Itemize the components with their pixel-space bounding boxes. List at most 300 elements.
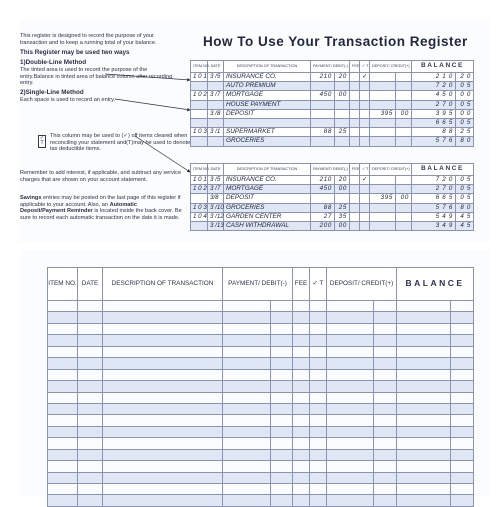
blank-cell[interactable] [48, 461, 78, 472]
blank-cell[interactable] [103, 472, 223, 483]
header-payment: PAYMENT/ DEBIT(-) [223, 268, 293, 301]
cell-desc [224, 119, 311, 128]
blank-cell[interactable] [271, 392, 293, 403]
cell-bal-c: 4 5 [456, 212, 474, 221]
blank-cell[interactable] [271, 301, 293, 312]
blank-cell[interactable] [293, 301, 310, 312]
cell-bal-d: 5 7 6 [412, 203, 456, 212]
blank-cell[interactable] [293, 415, 310, 426]
table-row [48, 381, 474, 392]
blank-cell[interactable] [374, 346, 397, 357]
blank-cell[interactable] [310, 484, 327, 495]
blank-cell[interactable] [223, 472, 271, 483]
blank-cell[interactable] [48, 323, 78, 334]
blank-cell[interactable] [271, 472, 293, 483]
blank-cell[interactable] [271, 358, 293, 369]
blank-cell[interactable] [103, 461, 223, 472]
blank-cell[interactable] [103, 335, 223, 346]
blank-cell[interactable] [397, 381, 451, 392]
remember-text: Remember to add interest, if applicable, and subtract any service charges that are shown on your account statement. [20, 170, 182, 183]
blank-cell[interactable] [397, 461, 451, 472]
blank-cell[interactable] [451, 381, 474, 392]
blank-cell[interactable] [48, 358, 78, 369]
header-balance: BALANCE [412, 61, 474, 73]
blank-cell[interactable] [103, 323, 223, 334]
cell-date: 3 /7 [208, 91, 224, 100]
table-row [191, 212, 474, 221]
blank-cell[interactable] [78, 301, 103, 312]
blank-cell[interactable] [293, 472, 310, 483]
blank-cell[interactable] [103, 369, 223, 380]
blank-cell[interactable] [451, 312, 474, 323]
blank-cell[interactable] [223, 461, 271, 472]
blank-cell[interactable] [271, 426, 293, 437]
blank-cell[interactable] [310, 426, 327, 437]
cell-desc: DEPOSIT [224, 194, 311, 203]
page-title: How To Use Your Transaction Register [203, 34, 468, 49]
cell-fee [350, 185, 360, 194]
blank-cell[interactable] [451, 472, 474, 483]
blank-cell[interactable] [78, 358, 103, 369]
blank-cell[interactable] [374, 392, 397, 403]
blank-cell[interactable] [48, 472, 78, 483]
blank-cell[interactable] [374, 495, 397, 506]
blank-cell[interactable] [271, 346, 293, 357]
blank-cell[interactable] [48, 369, 78, 380]
cell-bal-c: 0 5 [456, 176, 474, 185]
blank-cell[interactable] [103, 449, 223, 460]
header-balance: BALANCE [397, 268, 474, 301]
blank-cell[interactable] [397, 495, 451, 506]
cell-fee [350, 82, 360, 91]
header-deposit: DEPOSIT/ CREDIT(+) [327, 268, 397, 301]
blank-cell[interactable] [103, 358, 223, 369]
check-tax-box [38, 135, 46, 148]
blank-cell[interactable] [223, 392, 271, 403]
cell-bal-c: 0 5 [456, 100, 474, 109]
blank-cell[interactable] [374, 323, 397, 334]
cell-dep-c [396, 119, 412, 128]
blank-cell[interactable] [48, 495, 78, 506]
blank-cell[interactable] [78, 335, 103, 346]
blank-cell[interactable] [103, 438, 223, 449]
blank-cell[interactable] [48, 426, 78, 437]
blank-cell[interactable] [103, 426, 223, 437]
cell-item [191, 82, 208, 91]
blank-cell[interactable] [310, 301, 327, 312]
cell-fee [350, 194, 360, 203]
blank-cell[interactable] [374, 449, 397, 460]
cell-dep-d: 395 [370, 194, 396, 203]
table-row [48, 415, 474, 426]
blank-cell[interactable] [48, 312, 78, 323]
blank-cell[interactable] [78, 381, 103, 392]
blank-cell[interactable] [293, 323, 310, 334]
table-row [191, 203, 474, 212]
blank-cell[interactable] [397, 358, 451, 369]
cell-bal-c: 2 5 [456, 128, 474, 137]
cell-pay-d: 88 [311, 128, 335, 137]
blank-cell[interactable] [327, 484, 374, 495]
blank-cell[interactable] [310, 461, 327, 472]
blank-cell[interactable] [327, 312, 374, 323]
cell-bal-d: 5 4 9 [412, 212, 456, 221]
blank-cell[interactable] [223, 369, 271, 380]
blank-cell[interactable] [374, 403, 397, 414]
blank-cell[interactable] [223, 312, 271, 323]
blank-cell[interactable] [374, 312, 397, 323]
blank-cell[interactable] [48, 449, 78, 460]
blank-cell[interactable] [78, 369, 103, 380]
blank-cell[interactable] [293, 495, 310, 506]
table-row [48, 472, 474, 483]
cell-dep-c: 00 [396, 194, 412, 203]
cell-pay-c: 25 [335, 203, 350, 212]
blank-cell[interactable] [397, 415, 451, 426]
blank-cell[interactable] [223, 484, 271, 495]
cell-date: 3 /1 [208, 128, 224, 137]
blank-cell[interactable] [78, 403, 103, 414]
blank-cell[interactable] [397, 392, 451, 403]
blank-cell[interactable] [310, 449, 327, 460]
blank-cell[interactable] [78, 426, 103, 437]
blank-cell[interactable] [78, 323, 103, 334]
blank-cell[interactable] [451, 449, 474, 460]
blank-cell[interactable] [293, 438, 310, 449]
blank-cell[interactable] [451, 301, 474, 312]
blank-cell[interactable] [223, 335, 271, 346]
table-row [48, 358, 474, 369]
blank-cell[interactable] [271, 449, 293, 460]
blank-cell[interactable] [310, 381, 327, 392]
blank-cell[interactable] [48, 346, 78, 357]
blank-cell[interactable] [293, 358, 310, 369]
cell-date: 3/8 [208, 194, 224, 203]
blank-cell[interactable] [223, 495, 271, 506]
blank-cell[interactable] [48, 381, 78, 392]
double-line-heading: 1)Double-Line Method [20, 59, 87, 67]
blank-cell[interactable] [327, 358, 374, 369]
blank-cell[interactable] [223, 426, 271, 437]
header-description: DESCRIPTION OF TRANSACTION [224, 164, 311, 176]
cell-date: 3 /7 [208, 185, 224, 194]
blank-cell[interactable] [271, 484, 293, 495]
cell-fee [350, 119, 360, 128]
cell-check [360, 100, 370, 109]
blank-cell[interactable] [223, 449, 271, 460]
header-deposit: DEPOSIT/ CREDIT(+) [370, 61, 412, 73]
blank-cell[interactable] [397, 369, 451, 380]
blank-cell[interactable] [271, 415, 293, 426]
cell-bal-c: 0 5 [456, 185, 474, 194]
cell-pay-c [335, 119, 350, 128]
blank-cell[interactable] [103, 495, 223, 506]
cell-check [360, 185, 370, 194]
blank-cell[interactable] [271, 381, 293, 392]
single-line-example-register [190, 163, 474, 231]
blank-cell[interactable] [271, 403, 293, 414]
blank-cell[interactable] [78, 438, 103, 449]
blank-cell[interactable] [374, 301, 397, 312]
blank-cell[interactable] [48, 415, 78, 426]
blank-cell[interactable] [327, 335, 374, 346]
blank-cell[interactable] [310, 358, 327, 369]
blank-cell[interactable] [327, 381, 374, 392]
blank-cell[interactable] [271, 461, 293, 472]
blank-cell[interactable] [397, 403, 451, 414]
blank-cell[interactable] [293, 484, 310, 495]
blank-cell[interactable] [451, 392, 474, 403]
cell-bal-d: 3 4 9 [412, 222, 456, 231]
blank-cell[interactable] [374, 426, 397, 437]
cell-pay-d [311, 137, 335, 146]
cell-pay-d [311, 109, 335, 118]
blank-cell[interactable] [103, 346, 223, 357]
cell-dep-c [396, 100, 412, 109]
blank-cell[interactable] [48, 392, 78, 403]
blank-cell[interactable] [103, 484, 223, 495]
blank-cell[interactable] [223, 381, 271, 392]
blank-cell[interactable] [310, 323, 327, 334]
table-row [48, 335, 474, 346]
blank-cell[interactable] [451, 438, 474, 449]
savings-lead: Savings [20, 195, 42, 201]
cell-fee [350, 222, 360, 231]
blank-cell[interactable] [78, 461, 103, 472]
blank-cell[interactable] [293, 461, 310, 472]
blank-cell[interactable] [327, 472, 374, 483]
blank-cell[interactable] [327, 495, 374, 506]
cell-pay-d [311, 119, 335, 128]
blank-cell[interactable] [397, 335, 451, 346]
cell-pay-c [335, 194, 350, 203]
blank-cell[interactable] [374, 335, 397, 346]
blank-cell[interactable] [223, 358, 271, 369]
cell-bal-c: 8 0 [456, 137, 474, 146]
arrow-icon [95, 70, 195, 180]
blank-cell[interactable] [78, 484, 103, 495]
blank-cell[interactable] [78, 392, 103, 403]
blank-cell[interactable] [397, 312, 451, 323]
blank-cell[interactable] [451, 426, 474, 437]
blank-cell[interactable] [48, 335, 78, 346]
cell-dep-c [396, 73, 412, 82]
blank-cell[interactable] [310, 369, 327, 380]
header-check: ✓ T [360, 61, 370, 73]
blank-cell[interactable] [223, 323, 271, 334]
cell-pay-c [335, 137, 350, 146]
blank-cell[interactable] [310, 495, 327, 506]
cell-bal-d: 8 8 [412, 128, 456, 137]
blank-cell[interactable] [223, 438, 271, 449]
cell-bal-d: 2 7 0 [412, 185, 456, 194]
cell-bal-d: 3 9 5 [412, 109, 456, 118]
blank-cell[interactable] [48, 403, 78, 414]
blank-cell[interactable] [48, 301, 78, 312]
intro-text: This register is designed to record the purpose of your transaction and to keep a running total of your balance. [20, 33, 157, 46]
blank-cell[interactable] [327, 415, 374, 426]
blank-cell[interactable] [293, 312, 310, 323]
blank-cell[interactable] [397, 472, 451, 483]
blank-cell[interactable] [48, 484, 78, 495]
blank-cell[interactable] [327, 346, 374, 357]
blank-cell[interactable] [103, 312, 223, 323]
blank-cell[interactable] [223, 346, 271, 357]
blank-cell[interactable] [293, 381, 310, 392]
blank-cell[interactable] [327, 323, 374, 334]
blank-cell[interactable] [103, 301, 223, 312]
blank-cell[interactable] [271, 312, 293, 323]
blank-cell[interactable] [223, 403, 271, 414]
cell-check [360, 128, 370, 137]
blank-cell[interactable] [310, 472, 327, 483]
blank-cell[interactable] [327, 301, 374, 312]
blank-cell[interactable] [451, 403, 474, 414]
single-line-heading: 2)Single-Line Method [20, 88, 84, 96]
header-fee: FEE [293, 268, 310, 301]
blank-cell[interactable] [374, 484, 397, 495]
blank-cell[interactable] [103, 403, 223, 414]
blank-cell[interactable] [271, 495, 293, 506]
blank-cell[interactable] [293, 403, 310, 414]
cell-fee [350, 128, 360, 137]
cell-pay-c: 20 [335, 176, 350, 185]
blank-cell[interactable] [271, 369, 293, 380]
blank-cell[interactable] [293, 392, 310, 403]
blank-cell[interactable] [310, 415, 327, 426]
cell-bal-c: 0 5 [456, 119, 474, 128]
blank-cell[interactable] [451, 461, 474, 472]
blank-cell[interactable] [293, 426, 310, 437]
blank-cell[interactable] [223, 415, 271, 426]
blank-cell[interactable] [78, 472, 103, 483]
blank-cell[interactable] [374, 358, 397, 369]
header-balance: BALANCE [412, 164, 474, 176]
blank-cell[interactable] [103, 415, 223, 426]
blank-cell[interactable] [78, 346, 103, 357]
blank-cell[interactable] [293, 346, 310, 357]
header-item: ITEM NO. [191, 164, 208, 176]
blank-cell[interactable] [374, 415, 397, 426]
cell-item: 1 0 1 [191, 73, 208, 82]
cell-pay-d [311, 194, 335, 203]
blank-cell[interactable] [310, 346, 327, 357]
cell-date [208, 137, 224, 146]
blank-cell[interactable] [451, 484, 474, 495]
header-item: ITEM NO. [48, 268, 78, 301]
blank-cell[interactable] [310, 403, 327, 414]
blank-cell[interactable] [397, 449, 451, 460]
blank-cell[interactable] [397, 484, 451, 495]
table-row [48, 369, 474, 380]
cell-dep-c: 00 [396, 109, 412, 118]
blank-cell[interactable] [374, 461, 397, 472]
blank-cell[interactable] [310, 392, 327, 403]
blank-cell[interactable] [293, 335, 310, 346]
blank-cell[interactable] [48, 438, 78, 449]
cell-date: 3 /8 [208, 109, 224, 118]
cell-check: ✓ [360, 73, 370, 82]
blank-cell[interactable] [327, 403, 374, 414]
cell-date: 3 /5 [208, 176, 224, 185]
blank-cell[interactable] [327, 449, 374, 460]
cell-bal-d: 4 5 0 [412, 91, 456, 100]
blank-cell[interactable] [374, 381, 397, 392]
cell-pay-c: 00 [335, 222, 350, 231]
blank-cell[interactable] [451, 358, 474, 369]
blank-cell[interactable] [327, 461, 374, 472]
header-description: DESCRIPTION OF TRANSACTION [103, 268, 223, 301]
check-column-text: This column may be used to (✓) off items cleared when reconciling your statement and(T)may be used to denote tax deductible items. [50, 133, 191, 153]
blank-cell[interactable] [293, 369, 310, 380]
cell-pay-c: 25 [335, 128, 350, 137]
blank-cell[interactable] [451, 335, 474, 346]
blank-cell[interactable] [223, 301, 271, 312]
blank-cell[interactable] [374, 369, 397, 380]
table-row [191, 137, 474, 146]
header-description: DESCRIPTION OF TRANSACTION [224, 61, 311, 73]
blank-cell[interactable] [397, 301, 451, 312]
blank-cell[interactable] [310, 312, 327, 323]
cell-desc: MORTGAGE [224, 91, 311, 100]
blank-cell[interactable] [78, 415, 103, 426]
cell-dep-c [396, 212, 412, 221]
blank-cell[interactable] [397, 323, 451, 334]
blank-cell[interactable] [103, 392, 223, 403]
blank-cell[interactable] [271, 335, 293, 346]
blank-cell[interactable] [397, 346, 451, 357]
header-fee: FEE [350, 61, 360, 73]
blank-cell[interactable] [397, 426, 451, 437]
blank-cell[interactable] [327, 392, 374, 403]
cell-pay-d: 200 [311, 222, 335, 231]
blank-cell[interactable] [374, 438, 397, 449]
blank-cell[interactable] [103, 381, 223, 392]
blank-cell[interactable] [327, 438, 374, 449]
blank-cell[interactable] [451, 415, 474, 426]
cell-dep-c [396, 222, 412, 231]
savings-body: entries may be posted on the last page of this register if applicable to your account. Also, an [20, 195, 181, 208]
auto-reminder-label: Automatic Deposit/Payment Reminder [20, 201, 137, 215]
blank-cell[interactable] [451, 369, 474, 380]
blank-cell[interactable] [397, 438, 451, 449]
cell-desc: INSURANCE CO. [224, 73, 311, 82]
blank-cell[interactable] [310, 438, 327, 449]
blank-cell[interactable] [451, 495, 474, 506]
cell-dep-d [370, 212, 396, 221]
blank-cell[interactable] [78, 449, 103, 460]
cell-date: 3 /5 [208, 73, 224, 82]
header-check: ✓ T [360, 164, 370, 176]
cell-fee [350, 176, 360, 185]
blank-cell[interactable] [451, 323, 474, 334]
blank-cell[interactable] [78, 495, 103, 506]
blank-cell[interactable] [310, 335, 327, 346]
blank-cell[interactable] [78, 312, 103, 323]
cell-date: 3 /10 [208, 203, 224, 212]
blank-cell[interactable] [374, 472, 397, 483]
cell-bal-c: 2 0 [456, 73, 474, 82]
blank-cell[interactable] [327, 369, 374, 380]
cell-bal-d: 6 6 5 [412, 194, 456, 203]
blank-cell[interactable] [271, 438, 293, 449]
blank-register [47, 267, 474, 507]
blank-cell[interactable] [271, 323, 293, 334]
blank-cell[interactable] [327, 426, 374, 437]
table-row [191, 73, 474, 82]
blank-cell[interactable] [293, 449, 310, 460]
blank-cell[interactable] [451, 346, 474, 357]
